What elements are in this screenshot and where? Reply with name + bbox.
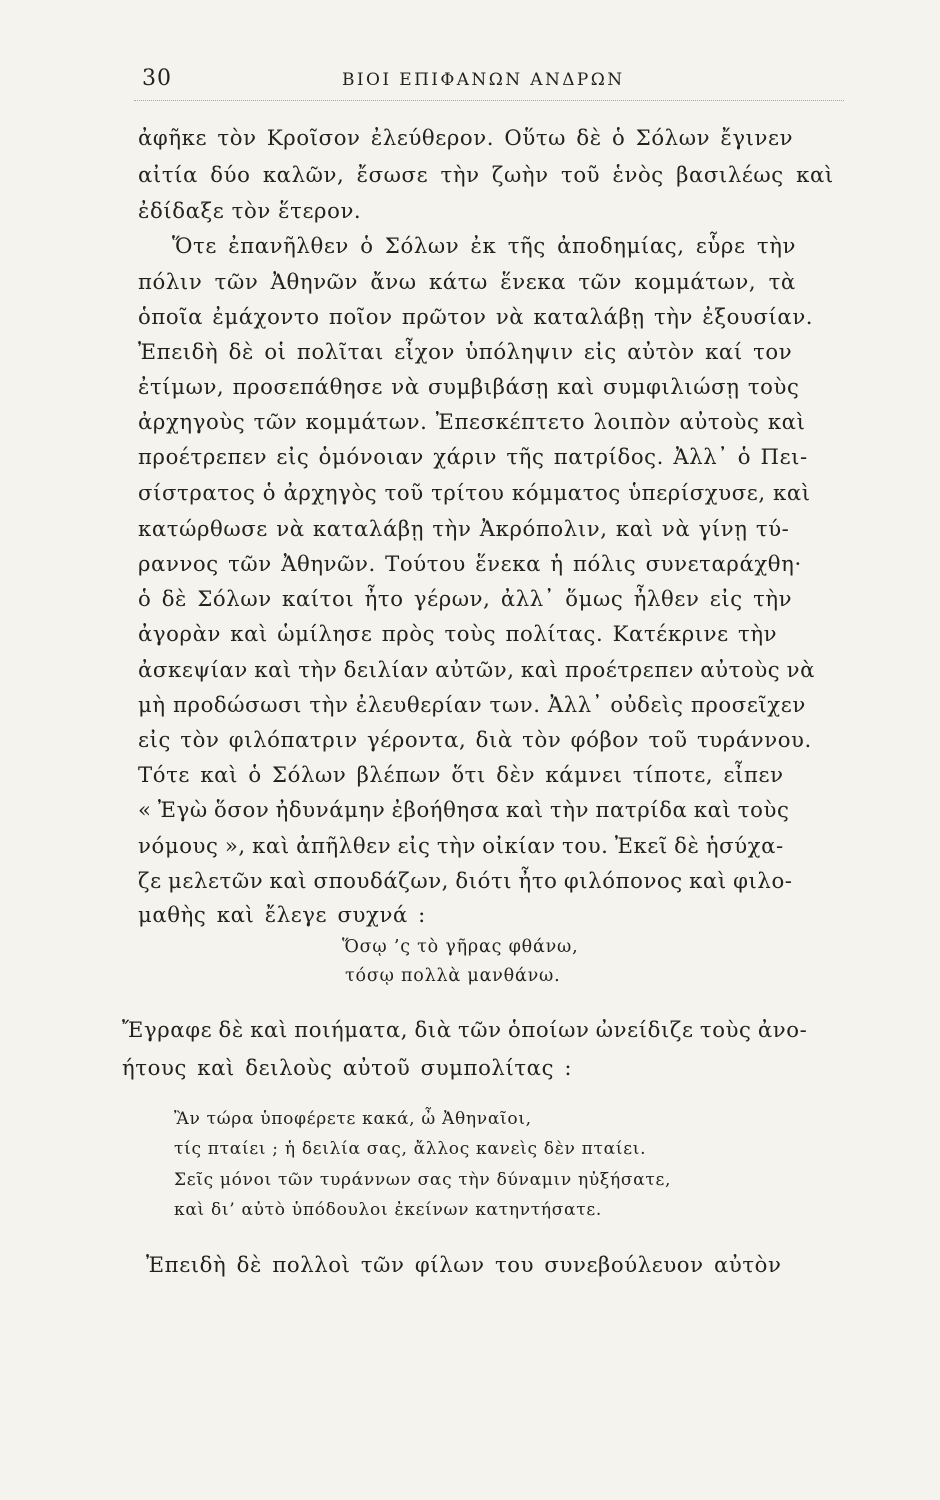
verse-line: Σεῖς μόνοι τῶν τυράννων σας τὴν δύναμιν ηὐξήσατε, [174,1170,672,1190]
text-line: προέτρεπεν εἰς ὁμόνοιαν χάριν τῆς πατρίδος. Ἀλλ᾽ ὁ Πει- [138,444,808,469]
verse-line: Ἂν τώρα ὑποφέρετε κακά, ὦ Ἀθηναῖοι, [174,1109,532,1129]
text-line: εἰς τὸν φιλόπατριν γέροντα, διὰ τὸν φόβον τοῦ τυράννου. [138,727,812,752]
text-line: πόλιν τῶν Ἀθηνῶν ἄνω κάτω ἕνεκα τῶν κομμάτων, τὰ [138,269,796,294]
text-line: μαθὴς καὶ ἔλεγε συχνά : [138,902,426,927]
text-line: ὁ δὲ Σόλων καίτοι ἦτο γέρων, ἀλλ᾽ ὅμως ἦλθεν εἰς τὴν [138,586,793,611]
verse-line: τόσῳ πολλὰ μανθάνω. [345,966,561,986]
text-line: αἰτία δύο καλῶν, ἔσωσε τὴν ζωὴν τοῦ ἑνὸς βασιλέως καὶ [138,162,834,187]
text-line: ραννος τῶν Ἀθηνῶν. Τούτου ἕνεκα ἡ πόλις συνεταράχθη· [138,551,802,576]
text-line: ἀφῆκε τὸν Κροῖσον ἐλεύθερον. Οὕτω δὲ ὁ Σόλων ἔγινεν [138,125,794,150]
page-header [136,66,840,96]
verse-line: καὶ δι’ αὐτὸ ὑπόδουλοι ἐκείνων κατηντήσατε. [174,1200,602,1220]
text-line: ἀρχηγοὺς τῶν κομμάτων. Ἐπεσκέπτετο λοιπὸν αὐτοὺς καὶ [138,409,806,434]
text-line: ζε μελετῶν καὶ σπουδάζων, διότι ἦτο φιλόπονος καὶ φιλο- [138,868,793,893]
verse-line: τίς πταίει ; ἡ δειλία σας, ἄλλος κανεὶς δὲν πταίει. [174,1139,647,1159]
text-line: ἀσκεψίαν καὶ τὴν δειλίαν αὐτῶν, καὶ προέτρεπεν αὐτοὺς νὰ [138,657,816,682]
text-line: κατώρθωσε νὰ καταλάβῃ τὴν Ἀκρόπολιν, καὶ νὰ γίνῃ τύ- [138,516,790,541]
text-line: νόμους », καὶ ἀπῆλθεν εἰς τὴν οἰκίαν του. Ἐκεῖ δὲ ἡσύχα- [138,833,784,858]
text-line: Ἔγραφε δὲ καὶ ποιήματα, διὰ τῶν ὁποίων ὠνείδιζε τοὺς ἀνο- [122,1017,808,1042]
text-line: ἀγορὰν καὶ ὡμίλησε πρὸς τοὺς πολίτας. Κατέκρινε τὴν [138,621,778,646]
text-line: Ὅτε ἐπανῆλθεν ὁ Σόλων ἐκ τῆς ἀποδημίας, εὗρε τὴν [172,233,796,258]
verse-line: Ὅσῳ ’ς τὸ γῆρας φθάνω, [342,937,579,957]
text-line: ὁποῖα ἐμάχοντο ποῖον πρῶτον νὰ καταλάβῃ τὴν ἐξουσίαν. [138,304,814,329]
text-line: Τότε καὶ ὁ Σόλων βλέπων ὅτι δὲν κάμνει τίποτε, εἶπεν [138,762,784,787]
text-line: ἐδίδαξε τὸν ἕτερον. [138,198,362,223]
text-line: ἐτίμων, προσεπάθησε νὰ συμβιβάσῃ καὶ συμφιλιώσῃ τοὺς [138,374,800,399]
text-line: « Ἐγὼ ὅσον ἠδυνάμην ἐβοήθησα καὶ τὴν πατρίδα καὶ τοὺς [138,797,790,822]
text-line: ήτους καὶ δειλοὺς αὐτοῦ συμπολίτας : [122,1055,573,1080]
text-line: μὴ προδώσωσι τὴν ἐλευθερίαν των. Ἀλλ᾽ οὐδεὶς προσεῖχεν [138,692,806,717]
header-rule [134,100,844,101]
running-title: ΒΙΟΙ ΕΠΙΦΑΝΩΝ ΑΝΔΡΩΝ [342,70,625,90]
text-line: σίστρατος ὁ ἀρχηγὸς τοῦ τρίτου κόμματος ὑπερίσχυσε, καὶ [138,480,811,505]
final-text-line: Ἐπειδὴ δὲ πολλοὶ τῶν φίλων του συνεβούλευον αὐτὸν [146,1252,782,1277]
text-line: Ἐπειδὴ δὲ οἱ πολῖται εἶχον ὑπόληψιν εἰς αὐτὸν καί τον [138,339,793,364]
page-number: 30 [142,66,172,91]
